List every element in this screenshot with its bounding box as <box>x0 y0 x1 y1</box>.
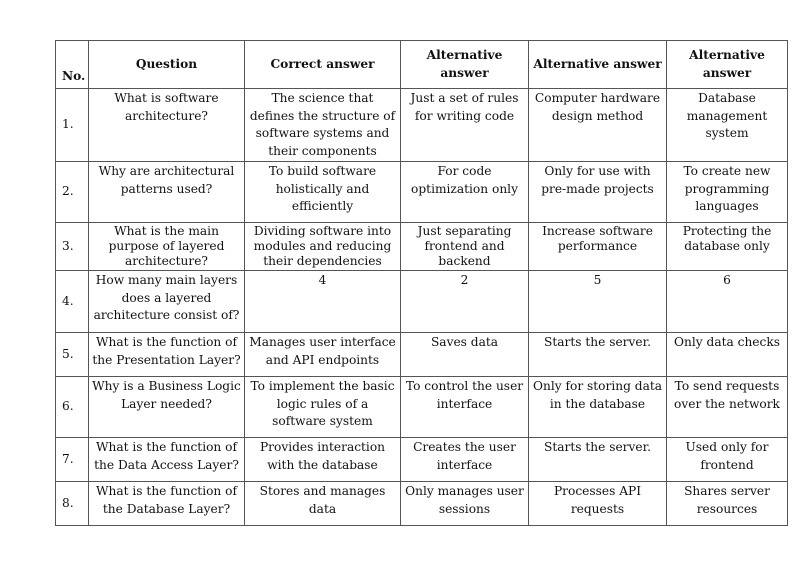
row-number: 8. <box>56 482 89 526</box>
alternative-answer-cell: Only data checks <box>667 333 788 377</box>
table-row <box>56 162 788 223</box>
row-number: 2. <box>56 162 89 223</box>
table-row <box>56 438 788 482</box>
alternative-answer-cell: Database management system <box>667 89 788 162</box>
correct-answer-cell: Provides interaction with the database <box>245 438 401 482</box>
alternative-answer-cell: 6 <box>667 271 788 333</box>
question-cell: What is the function of the Presentation Layer? <box>89 333 245 377</box>
alternative-answer-cell: For code optimization only <box>401 162 529 223</box>
correct-answer-cell: To implement the basic logic rules of a software system <box>245 377 401 438</box>
row-number: 6. <box>56 377 89 438</box>
header-alternative-answer-2: Alternative answer <box>529 41 667 89</box>
alternative-answer-cell: Creates the user interface <box>401 438 529 482</box>
header-no: No. <box>56 41 89 89</box>
correct-answer-cell: Manages user interface and API endpoints <box>245 333 401 377</box>
header-question: Question <box>89 41 245 89</box>
question-cell: What is the function of the Data Access Layer? <box>89 438 245 482</box>
table-row <box>56 89 788 162</box>
alternative-answer-cell: Processes API requests <box>529 482 667 526</box>
question-cell: What is the function of the Database Layer? <box>89 482 245 526</box>
alternative-answer-cell: 5 <box>529 271 667 333</box>
alternative-answer-cell: Shares server resources <box>667 482 788 526</box>
correct-answer-cell: Dividing software into modules and reducing their dependencies <box>245 223 401 271</box>
alternative-answer-cell: To create new programming languages <box>667 162 788 223</box>
correct-answer-cell: 4 <box>245 271 401 333</box>
row-number: 4. <box>56 271 89 333</box>
alternative-answer-cell: Only for storing data in the database <box>529 377 667 438</box>
table-row <box>56 333 788 377</box>
alternative-answer-cell: Starts the server. <box>529 333 667 377</box>
table-row <box>56 482 788 526</box>
question-cell: How many main layers does a layered architecture consist of? <box>89 271 245 333</box>
row-number: 3. <box>56 223 89 271</box>
alternative-answer-cell: Just a set of rules for writing code <box>401 89 529 162</box>
quiz-table <box>55 40 788 526</box>
question-cell: Why is a Business Logic Layer needed? <box>89 377 245 438</box>
table-row <box>56 223 788 271</box>
alternative-answer-cell: Increase software performance <box>529 223 667 271</box>
row-number: 7. <box>56 438 89 482</box>
alternative-answer-cell: Only for use with pre-made projects <box>529 162 667 223</box>
question-cell: Why are architectural patterns used? <box>89 162 245 223</box>
alternative-answer-cell: Saves data <box>401 333 529 377</box>
alternative-answer-cell: Only manages user sessions <box>401 482 529 526</box>
question-cell: What is the main purpose of layered architecture? <box>89 223 245 271</box>
correct-answer-cell: Stores and manages data <box>245 482 401 526</box>
table-row <box>56 377 788 438</box>
header-alternative-answer-1: Alternative answer <box>401 41 529 89</box>
alternative-answer-cell: Starts the server. <box>529 438 667 482</box>
header-correct-answer: Correct answer <box>245 41 401 89</box>
alternative-answer-cell: Protecting the database only <box>667 223 788 271</box>
question-cell: What is software architecture? <box>89 89 245 162</box>
alternative-answer-cell: To send requests over the network <box>667 377 788 438</box>
correct-answer-cell: To build software holistically and efficiently <box>245 162 401 223</box>
row-number: 5. <box>56 333 89 377</box>
alternative-answer-cell: Used only for frontend <box>667 438 788 482</box>
alternative-answer-cell: 2 <box>401 271 529 333</box>
alternative-answer-cell: Computer hardware design method <box>529 89 667 162</box>
alternative-answer-cell: Just separating frontend and backend <box>401 223 529 271</box>
row-number: 1. <box>56 89 89 162</box>
table-row <box>56 271 788 333</box>
alternative-answer-cell: To control the user interface <box>401 377 529 438</box>
header-alternative-answer-3: Alternative answer <box>667 41 788 89</box>
correct-answer-cell: The science that defines the structure of software systems and their components <box>245 89 401 162</box>
table-header-row <box>56 41 788 89</box>
